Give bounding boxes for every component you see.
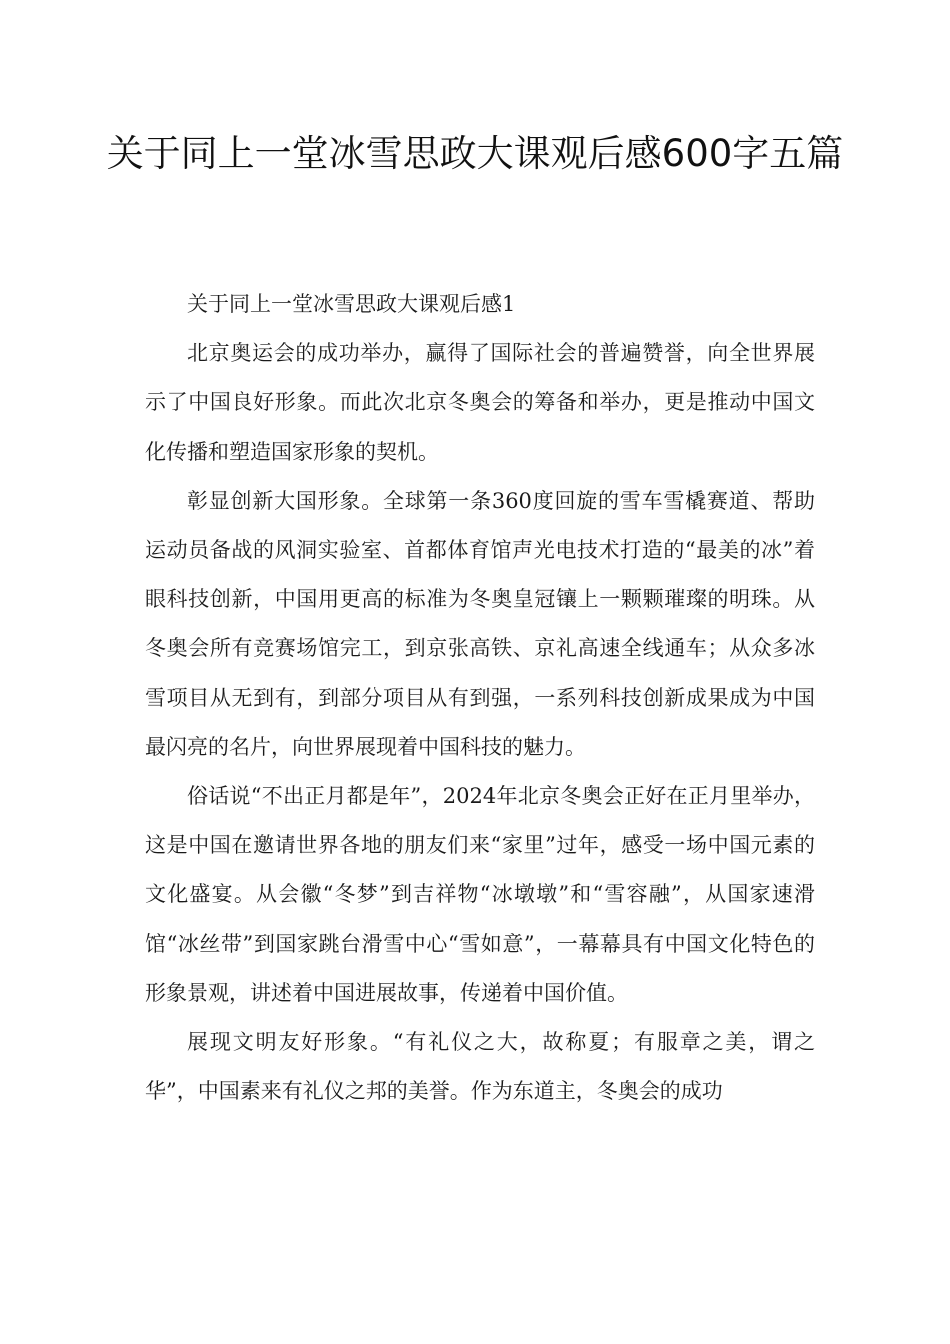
section-heading: 关于同上一堂冰雪思政大课观后感1: [187, 292, 516, 316]
body-paragraph: 北京奥运会的成功举办，赢得了国际社会的普遍赞誉，向全世界展示了中国良好形象。而此次北京冬奥会的筹备和举办，更是推动中国文化传播和塑造国家形象的契机。: [145, 341, 815, 464]
document-title: 关于同上一堂冰雪思政大课观后感600字五篇: [106, 132, 844, 175]
body-paragraph: 彰显创新大国形象。全球第一条360度回旋的雪车雪橇赛道、帮助运动员备战的风洞实验室、首都体育馆声光电技术打造的“最美的冰”着眼科技创新，中国用更高的标准为冬奥皇冠镶上一颗颗璀璨的明珠。从冬奥会所有竞赛场馆完工，到京张高铁、京礼高速全线通车；从众多冰雪项目从无到有，到部分项目从有到强，一系列科技创新成果成为中国最闪亮的名片，向世界展现着中国科技的魅力。: [145, 488, 815, 759]
body-paragraph: 展现文明友好形象。“有礼仪之大，故称夏；有服章之美，谓之华”，中国素来有礼仪之邦的美誉。作为东道主，冬奥会的成功: [145, 1030, 815, 1104]
document-body: [145, 280, 815, 1116]
body-paragraph: 俗话说“不出正月都是年”，2024年北京冬奥会正好在正月里举办，这是中国在邀请世界各地的朋友们来“家里”过年，感受一场中国元素的文化盛宴。从会徽“冬梦”到吉祥物“冰墩墩”和“雪容融”，从国家速滑馆“冰丝带”到国家跳台滑雪中心“雪如意”，一幕幕具有中国文化特色的形象景观，讲述着中国进展故事，传递着中国价值。: [145, 784, 815, 1005]
